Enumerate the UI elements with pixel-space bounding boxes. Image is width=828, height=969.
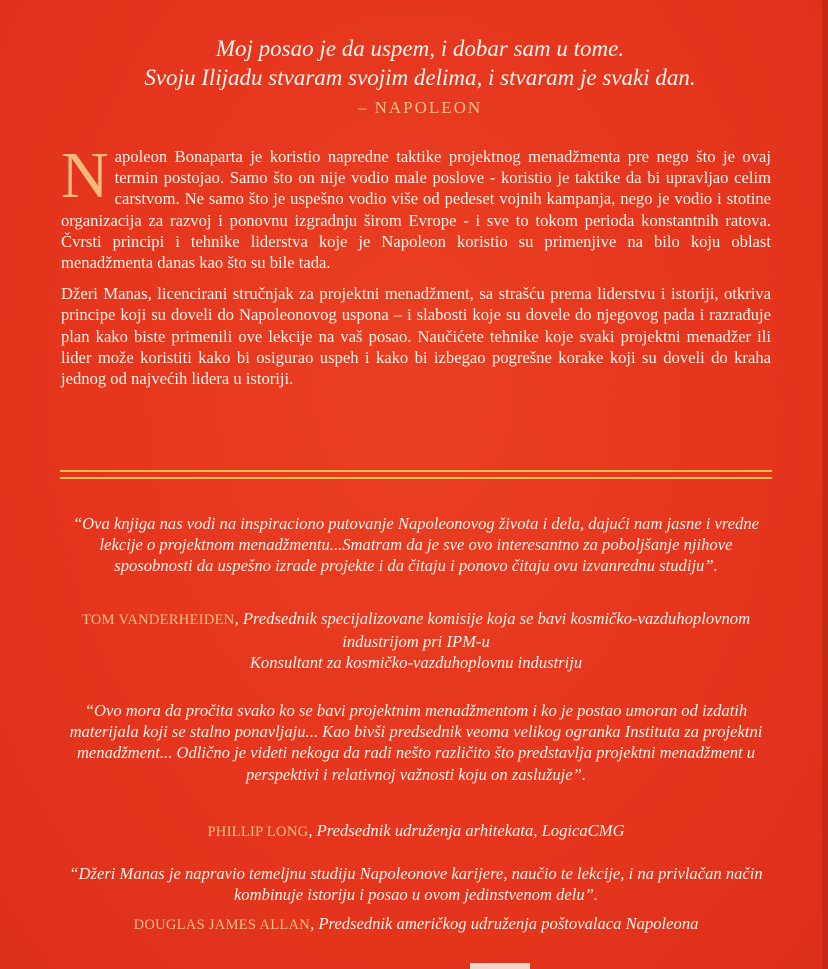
epigraph-line-1: Moj posao je da uspem, i dobar sam u tome. bbox=[215, 36, 625, 61]
epigraph-author: – NAPOLEON bbox=[357, 98, 483, 117]
paragraph-1-text: apoleon Bonaparta je koristio napredne taktike projektnog menadžmenta pre nego što je ovaj termin postojao. Samo što on nije vodio male poslove - koristio je taktike da bi upravljao celim carstvom. Ne samo što je uspešno vodio više od pedeset vojnih kampanja, nego je vodio i stotine organizacija za razvoj i ponovnu izgradnju širom Evrope - i sve to tokom perioda konstantnih ratova. Čvrsti principi i tehnike liderstva koje je Napoleon koristio su primenjive na bilo koju oblast menadžmenta danas kao što su bile tada. bbox=[61, 147, 771, 273]
reviewer-role: , Predsednik specijalizovane komisije koja se bavi kosmičko-vazduhoplovnom industrijom pri IPM-u bbox=[234, 609, 751, 652]
description-paragraph-2: Džeri Manas, licencirani stručnjak za projektni menadžment, sa strašću prema liderstvu i istoriji, otkriva principe koji su doveli do Napoleonovog uspona – i slabosti koje su dovele do njegovog pada i razrađuje plan kako biste primenili ove lekcije na vaš posao. Naučićete tehnike koje svaki projektni menadžer ili lider može koristiti kako bi osigurao uspeh i kako bi izbegao pogrešne korake koji su doveli do kraha jednog od najvećih lidera u istoriji. bbox=[61, 284, 771, 389]
epigraph-line-2: Svoju Ilijadu stvaram svojim delima, i stvaram je svaki dan. bbox=[144, 65, 696, 90]
barcode-strip bbox=[470, 963, 530, 969]
description-paragraph-1 bbox=[61, 139, 771, 273]
review-quote-3: “Džeri Manas je napravio temeljnu studiju Napoleonove karijere, naučio te lekcije, i na privlačan način kombinuje istoriju i posao u ovom jedinstvenom delu”. bbox=[69, 864, 763, 905]
epigraph bbox=[60, 34, 780, 122]
reviewer-role: , Predsednik udruženja arhitekata, LogicaCMG bbox=[308, 821, 625, 840]
review-quote-1: “Ova knjiga nas vodi na inspiraciono putovanje Napoleonovog života i dela, dajući nam jasne i vredne lekcije o projektnom menadžmentu...Smatram da je sve ovo interesantno za poboljšanje njihove sposobnosti da uspešno izrade projekte i da čitaju i ponovo čitaju ovu izvanrednu studiju”. bbox=[72, 514, 760, 576]
description bbox=[61, 139, 771, 399]
review-attribution-2 bbox=[60, 820, 772, 843]
cover-edge bbox=[822, 0, 828, 969]
divider-rule bbox=[60, 470, 772, 479]
reviewer-name: TOM VANDERHEIDEN bbox=[81, 612, 235, 628]
review-attribution-3 bbox=[60, 913, 772, 936]
reviewer-role: , Predsednik američkog udruženja poštovalaca Napoleona bbox=[310, 914, 699, 933]
review-quote-2: “Ovo mora da pročita svako ko se bavi projektnim menadžmentom i ko je postao umoran od izdatih materijala koji se stalno ponavljaju... Kao bivši predsednik veoma velikog ogranka Instituta za projektni menadžment... Odlično je videti nekoga da radi nešto različito što predstavlja projektni menadžment u perspektivi i relativnoj važnosti koju on zaslužuje”. bbox=[69, 701, 763, 784]
review-attribution-1 bbox=[60, 608, 772, 674]
reviewer-name: DOUGLAS JAMES ALLAN bbox=[133, 917, 311, 933]
drop-cap: N bbox=[61, 139, 109, 212]
reviewer-role-2: Konsultant za kosmičko-vazduhoplovnu industriju bbox=[249, 653, 583, 673]
reviewer-name: PHILLIP LONG bbox=[207, 824, 309, 840]
